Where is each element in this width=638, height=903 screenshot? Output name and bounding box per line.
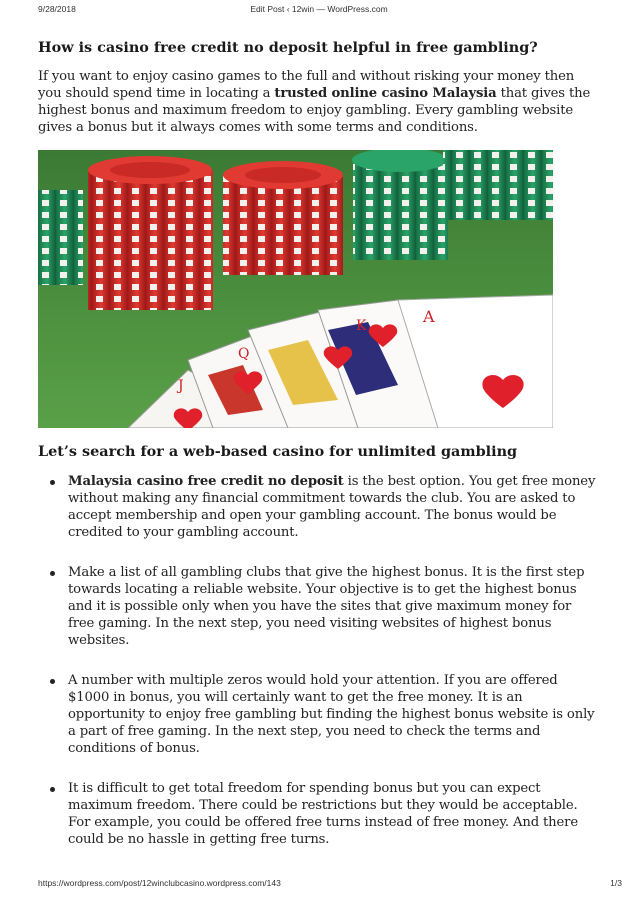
list-item-text: A number with multiple zeros would hold your attention. If you are offered $1000 in bonus, you will certainly want to get the free money. It is an opportunity to enjoy free gambling but finding the highest bonus website is only a part of free gaming. In the next step, you need to check the terms and conditions of bonus.: [68, 673, 595, 756]
bullet-list: [38, 473, 598, 848]
casino-chips-cards-icon: [38, 150, 553, 428]
list-item-text: is the best option. You get free money without making any financial commitment towards the club. You are asked to accept membership and open your gambling account. The bonus would be credited to your gambling account.: [68, 474, 596, 540]
svg-text:J: J: [178, 378, 184, 394]
svg-text:K: K: [356, 318, 367, 334]
list-item: [38, 780, 598, 848]
svg-text:Q: Q: [238, 346, 250, 362]
article: [38, 38, 598, 871]
list-item: [38, 473, 598, 541]
print-footer: [0, 878, 638, 892]
intro-bold-keyword: trusted online casino Malaysia: [274, 86, 497, 101]
list-item-text: Make a list of all gambling clubs that give the highest bonus. It is the first step towards locating a reliable website. Your objective is to get the highest bonus and it is possible only when you have the sites that give maximum money for free gaming. In the next step, you need visiting websites of highest bonus websites.: [68, 565, 585, 648]
bullet-icon: [50, 787, 55, 792]
print-date: 9/28/2018: [38, 4, 76, 14]
bullet-icon: [50, 679, 55, 684]
bullet-icon: [50, 480, 55, 485]
svg-text:A: A: [423, 307, 435, 326]
intro-paragraph: [38, 68, 598, 136]
list-item-text: It is difficult to get total freedom for spending bonus but you can expect maximum freedom. There could be restrictions but they would be acceptable. For example, you could be offered free turns instead of free money. And there could be no hassle in getting free turns.: [68, 781, 578, 847]
list-item: [38, 672, 598, 757]
section-heading: Let’s search for a web-based casino for unlimited gambling: [38, 443, 518, 460]
list-item-bold: Malaysia casino free credit no deposit: [68, 474, 344, 489]
casino-photo: [38, 150, 553, 428]
intro-text-2: that gives the highest bonus and maximum freedom to enjoy gambling. Every gambling website gives a bonus but it always comes with some terms and conditions.: [38, 86, 591, 135]
print-page-number: 1/3: [610, 878, 622, 888]
list-item: [38, 564, 598, 649]
print-page-title: Edit Post ‹ 12win — WordPress.com: [250, 4, 388, 14]
bullet-icon: [50, 571, 55, 576]
print-url: https://wordpress.com/post/12winclubcasino.wordpress.com/143: [38, 878, 281, 888]
article-heading: How is casino free credit no deposit helpful in free gambling?: [38, 39, 538, 56]
print-header: [0, 4, 638, 18]
intro-text-1: If you want to enjoy casino games to the full and without risking your money then you should spend time in locating a: [38, 69, 575, 101]
